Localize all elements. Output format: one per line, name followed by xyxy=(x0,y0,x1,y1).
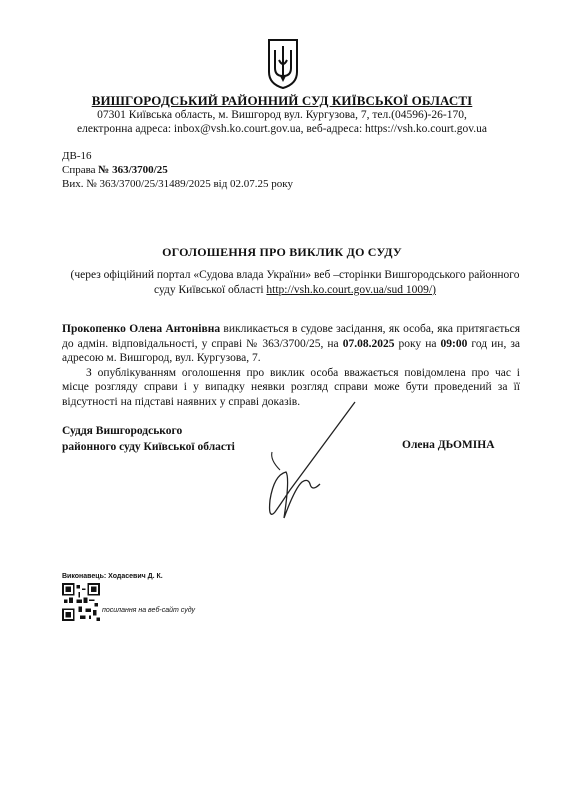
court-contacts: електронна адреса: inbox@vsh.ko.court.gov.ua, веб-адреса: https://vsh.ko.court.gov.ua xyxy=(77,123,487,135)
judge-name: Олена ДЬОМІНА xyxy=(402,439,495,451)
summons-text: викликається в судове засідання, як особа, яка притягається до адмін. відповідальності, у справі № 363/3700/25, на xyxy=(62,323,520,350)
summoned-person: Прокопенко Олена Антонівна xyxy=(62,323,221,335)
court-address: 07301 Київська область, м. Вишгород вул. Кургузова, 7, тел.(04596)-26-170, xyxy=(97,109,467,121)
notice-body xyxy=(62,322,520,409)
summons-paragraph xyxy=(62,322,520,366)
qr-caption: посилання на веб-сайт суду xyxy=(102,607,195,614)
judge-title xyxy=(62,423,235,455)
outgoing-number: Вих. № 363/3700/25/31489/2025 від 02.07.25 року xyxy=(62,178,293,190)
hearing-date: 07.08.2025 xyxy=(342,337,395,350)
qr-code-icon[interactable] xyxy=(62,583,100,621)
hearing-time: 09:00 xyxy=(440,337,468,350)
case-line xyxy=(62,164,168,177)
notification-paragraph: З опублікуванням оголошення про виклик особа вважається повідомлена про час і місце розгляду справи і у випадку неявки розгляд справи може бути проведений за її відсутності на підставі наявних у справі доказів. xyxy=(62,366,520,408)
judge-title-line2: районного суду Київської області xyxy=(62,441,235,453)
case-label: Справа xyxy=(62,164,99,176)
executor-note: Виконавець: Ходасевич Д. К. xyxy=(62,573,163,580)
publication-note xyxy=(60,268,530,298)
court-name: ВИШГОРОДСЬКИЙ РАЙОННИЙ СУД КИЇВСЬКОЇ ОБЛАСТІ xyxy=(91,93,473,108)
document-title: ОГОЛОШЕННЯ ПРО ВИКЛИК ДО СУДУ xyxy=(162,245,402,259)
court-website-link[interactable]: http://vsh.ko.court.gov.ua/sud 1009/) xyxy=(266,284,436,296)
summons-text-2: року на xyxy=(394,337,441,350)
case-number: № 363/3700/25 xyxy=(98,164,168,176)
judge-title-line1: Суддя Вишгородського xyxy=(62,425,183,437)
summons-text-3: год ин, за адресою м. Вишгород, вул. Кургузова, 7. xyxy=(62,337,521,364)
form-code: ДВ-16 xyxy=(62,150,92,162)
handwritten-signature xyxy=(250,400,360,530)
publication-text: (через офіційний портал «Судова влада України» веб –сторінки Вишгородського районного суду Київської області xyxy=(70,269,520,296)
trident-emblem-icon xyxy=(267,38,299,90)
